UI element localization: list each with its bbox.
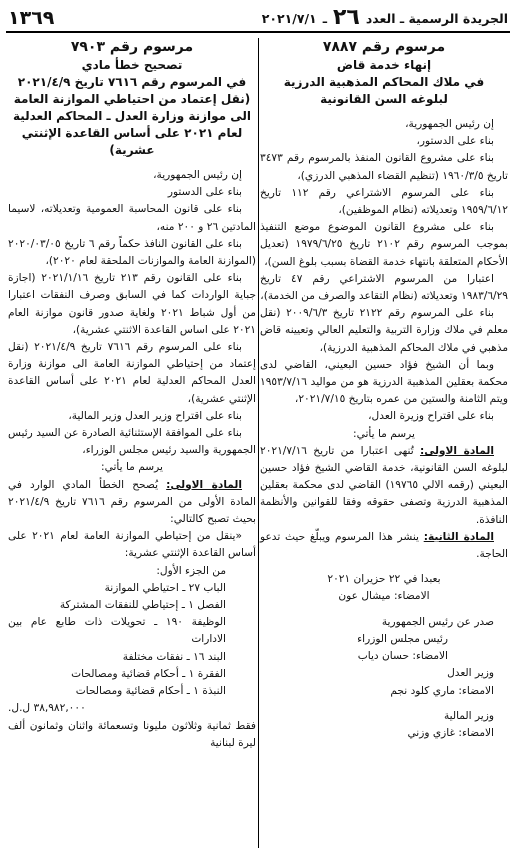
budget-line: الباب ٢٧ ـ احتياطي الموازنة	[104, 581, 226, 594]
article-1: المادة الاولى: يُصحح الخطأ المادي الوارد في المادة الأولى من المرسوم رقم ٧٦١٦ تاريخ ٢٠٢١/٤/٩ بحيث تصبح كالتالي:	[8, 478, 256, 526]
budget-line: البند ١٦ ـ نفقات مختلفة	[122, 650, 226, 663]
issue-number: ٢٦	[332, 5, 360, 30]
budget-line: الفقرة ١ ـ أحكام قضائية ومصالحات	[71, 667, 226, 680]
budget-line: النبذة ١ ـ أحكام قضائية ومصالحات	[75, 685, 226, 698]
issue-date: ٢٠٢١/٧/١	[261, 10, 317, 26]
decree-subtitle: في المرسوم رقم ٧٦١٦ تاريخ ٢٠٢١/٤/٩	[17, 75, 247, 89]
preamble-line: بناء على الدستور،	[416, 135, 494, 148]
column-divider	[258, 38, 259, 848]
signature-justice: الامضاء: ماري كلود نجم	[390, 684, 494, 697]
preamble-line: بناء على اقتراح وزيرة العدل،	[368, 410, 494, 423]
signature-pm: الامضاء: حسان دياب	[357, 650, 448, 663]
header-issue-info: الجريدة الرسمية ـ العدد ٢٦ ـ ٢٠٢١/٧/١	[261, 5, 508, 30]
decree-7887-column	[260, 38, 508, 742]
preamble-line: اعتبارا من المرسوم الاشتراعي رقم ٤٧ تاريخ ١٩٨٣/٦/٢٩ وتعديلاته (نظام التقاعد والصرف من الخدمة)،	[260, 272, 508, 303]
preamble-line: بناء على اقتراح وزير العدل وزير المالية،	[68, 409, 242, 422]
preamble-line: بناء على قانون المحاسبة العمومية وتعديلاته، لاسيما المادتين ٢٦ و ٢٠٠ منه،	[8, 203, 256, 233]
preamble-line: إن رئيس الجمهورية،	[405, 118, 494, 130]
budget-line: من الجزء الأول:	[156, 564, 226, 577]
amount-in-words: فقط ثمانية وثلاثون مليونا وتسعمائة واثنان وثمانون ألف ليرة لبنانية	[8, 719, 256, 749]
preamble-line: بناء على المرسوم الاشتراعي رقم ١١٢ تاريخ ١٩٥٩/٦/١٢ وتعديلاته (نظام الموظفين)،	[260, 186, 508, 217]
justice-minister-title: وزير العدل	[447, 667, 494, 680]
page-number: ١٣٦٩	[8, 6, 55, 29]
budget-line: الوظيفة ١٩٠ ـ تحويلات ذات طابع عام بين الادارات	[8, 616, 226, 646]
preamble-line: إن رئيس الجمهورية،	[153, 169, 242, 181]
decree-title: مرسوم رقم ٧٨٨٧	[322, 39, 446, 55]
preamble-line: وبما أن الشيخ فؤاد حسين البعيني، القاضي لدى محكمة بعقلين المذهبية الدرزية هو من مواليد ١٩٥٣/٧/١٦ ويتم الثامنة والستين من عمره بتاريخ ٢٠٢١/٧/١٥،	[260, 358, 508, 406]
decree-subtitle: في ملاك المحاكم المذهبية الدرزية	[283, 75, 485, 89]
pm-title: رئيس مجلس الوزراء	[357, 632, 448, 645]
article-1: المادة الاولى: تُنهى اعتبارا من تاريخ ٢٠٢١/٧/١٦ لبلوغه السن القانونية، خدمة القاضي الشيخ فؤاد حسين البعيني (رقمه الالي ١٩٧٦٥) القاضي لدى محكمة بعقلين المذهبية الدرزية وتصفى حقوقه وفقا للقوانين والأنظمة النافذة.	[260, 444, 508, 526]
article-label: المادة الاولى:	[166, 478, 243, 491]
gazette-label: الجريدة الرسمية ـ العدد	[365, 10, 508, 26]
article-label: المادة الاولى:	[419, 444, 494, 457]
decree-title: مرسوم رقم ٧٩٠٣	[70, 39, 194, 55]
decree-subtitle: إنهاء خدمة قاض	[336, 58, 432, 72]
decrees-following: يرسم ما يأتي:	[101, 461, 163, 474]
budget-line: الفصل ١ ـ إحتياطي للنفقات المشتركة	[59, 599, 226, 612]
decree-subtitle: لعام ٢٠٢١ على أساس القاعدة الإثنتي عشرية)	[21, 126, 243, 157]
signature-president: الامضاء: ميشال عون	[338, 590, 430, 603]
amount: ٣٨,٩٨٢,٠٠٠ ل.ل.	[8, 702, 86, 715]
decrees-following: يرسم ما يأتي:	[353, 427, 415, 440]
page-header	[8, 6, 508, 30]
preamble-line: بناء على المرسوم رقم ٧٦١٦ تاريخ ٢٠٢١/٤/٩ (نقل إعتماد من إحتياطي الموازنة العامة الى موازنة وزارة العدل المحاكم العدلية لعام ٢٠٢١ على أساس القاعدة الإثنتي عشرية)،	[8, 341, 256, 405]
preamble-line: بناء على القانون النافذ حكماً رقم ٦ تاريخ ٢٠٢٠/٠٣/٠٥ (الموازنة العامة والموازنات الملحقة لعام ٢٠٢٠)،	[8, 237, 256, 268]
decree-subtitle: لبلوغه السن القانونية	[320, 92, 448, 106]
decree-subtitle: الى موازنة وزارة العدل ـ المحاكم العدلية	[12, 109, 252, 123]
decree-subtitle: تصحيح خطأ مادي	[81, 58, 183, 72]
decree-7903-column	[8, 38, 256, 752]
finance-minister-title: وزير المالية	[443, 709, 494, 722]
quote-intro: «ينقل من إحتياطي الموازنة العامة لعام ٢٠٢١ على أساس القاعدة الإثنتي عشرية:	[8, 530, 256, 560]
preamble-line: بناء على الموافقة الإستثنائية الصادرة عن السيد رئيس الجمهورية والسيد رئيس مجلس الوزراء،	[8, 427, 256, 457]
decree-subtitle: (نقل إعتماد من احتياطي الموازنة العامة	[13, 92, 251, 106]
article-2: المادة الثانية: ينشر هذا المرسوم ويبلّغ حيث تدعو الحاجة.	[260, 530, 508, 561]
issued-by: صدر عن رئيس الجمهورية	[381, 615, 494, 628]
signature-finance: الامضاء: غازي وزني	[407, 726, 494, 739]
decree-date: بعبدا في ٢٢ حزيران ٢٠٢١	[327, 573, 441, 586]
article-label: المادة الثانية:	[423, 530, 494, 543]
preamble-line: بناء على الدستور	[167, 186, 242, 199]
preamble-line: بناء على مشروع القانون المنفذ بالمرسوم رقم ٣٤٧٣ تاريخ ١٩٦٠/٣/٥ (تنظيم القضاء المذهبي الدرزي)،	[260, 152, 508, 182]
preamble-line: بناء على المرسوم رقم ٢١٢٢ تاريخ ٢٠٠٩/٦/٣ (نقل معلم في ملاك وزارة التربية والتعليم العالي وتعيينه قاض مذهبي في ملاك المحاكم المذهبية الدرزية)،	[260, 307, 508, 354]
preamble-line: بناء على القانون رقم ٢١٣ تاريخ ٢٠٢١/١/١٦ (اجازة جباية الواردات كما في السابق وصرف النفقات اعتبارا من أول شباط ٢٠٢١ ولغاية صدور قانون موازنة العام ٢٠٢١ على اساس القاعدة الاثنتي عشرية)،	[8, 272, 256, 336]
preamble-line: بناء على مشروع القانون الموضوع موضع التنفيذ بموجب المرسوم رقم ٢١٠٢ تاريخ ١٩٧٩/٦/٢٥ (تعديل الأحكام المتعلقة بانتهاء خدمة القضاة بسبب بلوغ السن)،	[260, 221, 508, 268]
header-rule	[6, 31, 510, 33]
